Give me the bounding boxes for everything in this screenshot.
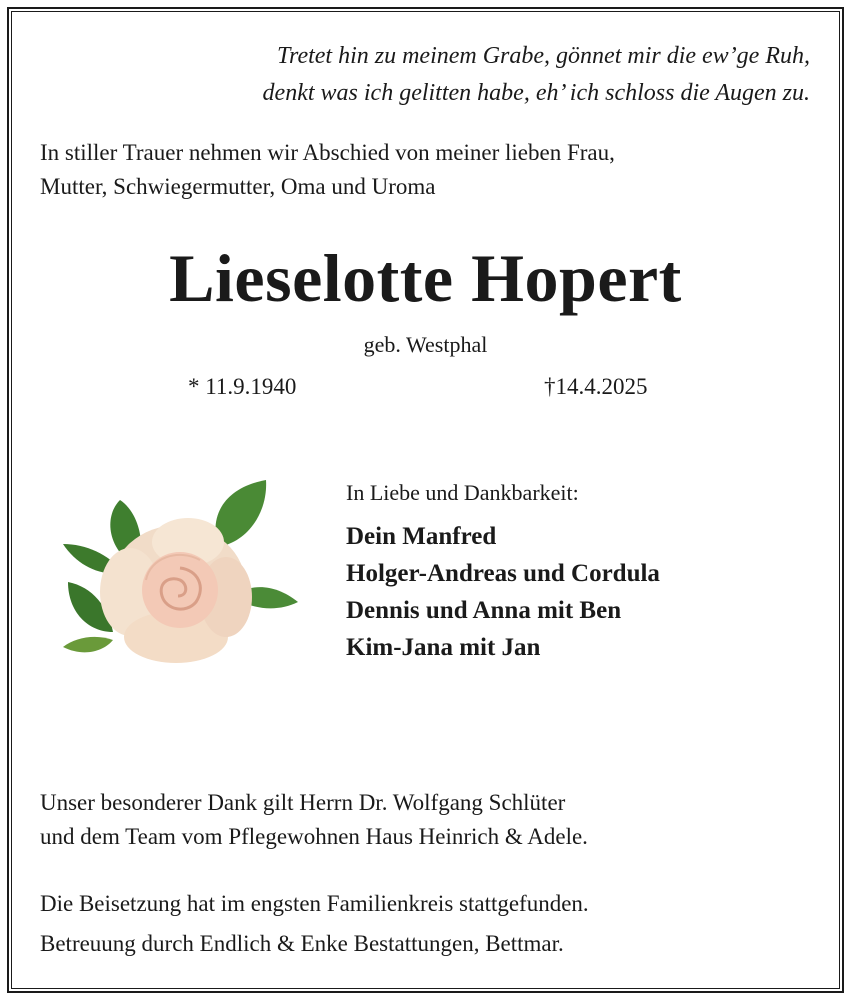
intro-line-1: In stiller Trauer nehmen wir Abschied von meiner lieben Frau, xyxy=(40,140,615,165)
verse-line-2: denkt was ich gelitten habe, eh’ ich schloss die Augen zu. xyxy=(262,80,810,106)
mourners-list xyxy=(346,518,660,666)
verse xyxy=(150,38,810,112)
maiden-name: geb. Westphal xyxy=(363,332,488,357)
thanks-line-1: Unser besonderer Dank gilt Herrn Dr. Wolfgang Schlüter xyxy=(40,790,566,815)
thanks-text xyxy=(40,786,588,854)
burial-line-2: Betreuung durch Endlich & Enke Bestattungen, Bettmar. xyxy=(40,931,564,956)
burial-text xyxy=(40,884,589,964)
mourner-name: Holger-Andreas und Cordula xyxy=(346,560,660,587)
mourner-name: Dennis und Anna mit Ben xyxy=(346,597,622,624)
verse-line-1: Tretet hin zu meinem Grabe, gönnet mir die ew’ge Ruh, xyxy=(276,43,810,69)
rose-heart xyxy=(142,552,218,628)
leaf-bottom xyxy=(63,637,113,652)
mourner-name: Dein Manfred xyxy=(346,523,497,550)
burial-line-1: Die Beisetzung hat im engsten Familienkreis stattgefunden. xyxy=(40,891,589,916)
intro-text xyxy=(40,136,615,204)
intro-line-2: Mutter, Schwiegermutter, Oma und Uroma xyxy=(40,174,436,199)
birth-date: * 11.9.1940 xyxy=(188,374,297,399)
death-date: †14.4.2025 xyxy=(544,374,648,399)
deceased-name: Lieselotte Hopert xyxy=(169,240,682,316)
rose-image xyxy=(58,472,308,672)
thanks-line-2: und dem Team vom Pflegewohnen Haus Heinrich & Adele. xyxy=(40,824,588,849)
mourner-name: Kim-Jana mit Jan xyxy=(346,634,541,661)
mourners-heading: In Liebe und Dankbarkeit: xyxy=(346,480,579,505)
